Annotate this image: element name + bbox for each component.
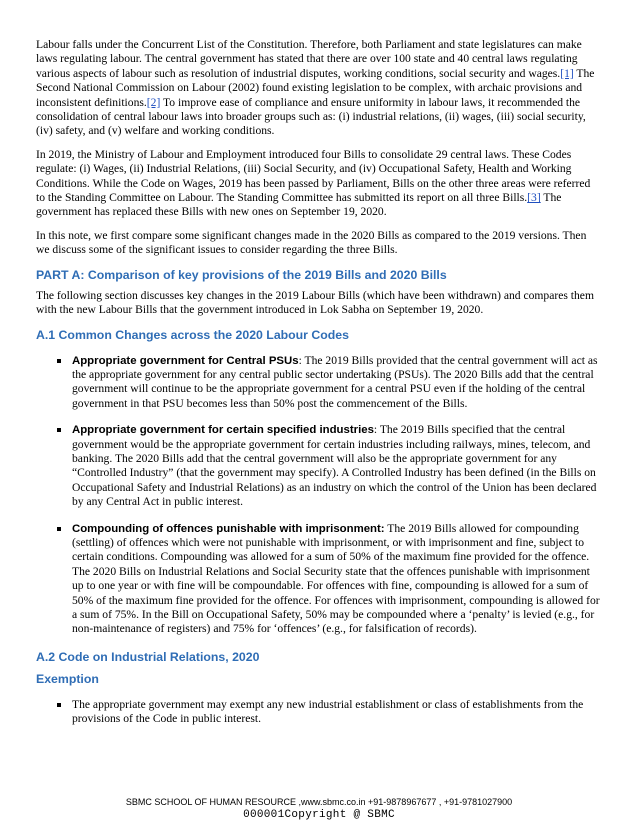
intro-text-2: The Second National Commission on Labour (2002) found existing legislation to be complex, with archaic provisions and inconsistent definitions.	[36, 66, 595, 109]
part-a-heading: PART A: Comparison of key provisions of the 2019 Bills and 2020 Bills	[36, 267, 447, 282]
square-bullet-icon	[57, 703, 61, 707]
square-bullet-icon	[57, 359, 61, 363]
note-paragraph: In this note, we first compare some significant changes made in the 2020 Bills as compared to the 2019 versions. Then we discuss some of the significant issues to consider regarding the three Bills.	[36, 228, 587, 257]
bullet-text: : The 2019 Bills provided that the central government will act as the appropriate government for any central public sector undertaking (PSUs). The 2020 Bills add that the central government will continue to be the appropriate government for a central PSU even if the holding of the central government in that PSU becomes less than 50% post the commencement of the Bills.	[72, 353, 598, 410]
list-item	[36, 354, 602, 412]
a2-bullet-list	[36, 698, 602, 727]
section-intro-paragraph: The following section discusses key changes in the 2019 Labour Bills (which have been withdrawn) and compares them with the new Labour Bills that the government introduced in Lok Sabha on September 19, 2020.	[36, 288, 594, 317]
bullet-title: Compounding of offences punishable with imprisonment:	[72, 522, 385, 535]
bills-text-1: In 2019, the Ministry of Labour and Employment introduced four Bills to consolidate 29 central laws. These Codes regulate: (i) Wages, (ii) Industrial Relations, (iii) Social Security, and (iv) Occupational Safety, Health and Working Conditions. While the Code on Wages, 2019 has been passed by Parliament, Bills on the other three areas were referred to the Standing Committee on Labour. The Standing Committee has submitted its report on all three Bills.	[36, 147, 591, 205]
footnote-link-2[interactable]: [2]	[146, 95, 161, 109]
footnote-link-3[interactable]: [3]	[527, 191, 541, 205]
a2-heading: A.2 Code on Industrial Relations, 2020	[36, 649, 260, 664]
list-item	[36, 698, 602, 727]
bullet-text: The 2019 Bills allowed for compounding (settling) of offences which were not punishable with imprisonment, or with imprisonment and fine, subject to certain conditions. Compounding was allowed for a sum of 50% of the maximum fine provided for the offence. The 2020 Bills on Industrial Relations and Social Security state that the offences punishable with imprisonment up to one year or with fine will be compoundable. For offences with fine, compounding is allowed for a sum of 50% of the maximum fine provided for the offence. For offences with imprisonment, compounding is allowed for a sum of 75%. In the Bill on Occupational Safety, 50% may be compounded where a ‘penalty’ is levied (e.g., for non-maintenance of registers) and 75% for ‘offences’ (e.g., for falsification of records).	[72, 521, 600, 636]
bills-text-2: The government has replaced these Bills with new ones on September 19, 2020.	[36, 191, 562, 219]
page-footer: SBMC SCHOOL OF HUMAN RESOURCE ,www.sbmc.co.in +91-9878967677 , +91-9781027900	[125, 797, 513, 807]
bills-paragraph	[36, 148, 602, 220]
square-bullet-icon	[57, 428, 61, 432]
intro-text-1: Labour falls under the Concurrent List of the Constitution. Therefore, both Parliament and state legislatures can make laws regulating labour. The central government has stated that there are over 100 state and 40 central laws regulating various aspects of labour such as resolution of industrial disputes, working conditions, social security and wages.	[36, 38, 582, 80]
list-item	[36, 522, 602, 637]
a1-heading: A.1 Common Changes across the 2020 Labour Codes	[36, 327, 349, 342]
intro-text-3: To improve ease of compliance and ensure uniformity in labour laws, it recommended the consolidation of central labour laws into broader groups such as: (i) industrial relations, (ii) wages, (iii) social security, (iv) safety, and (v) welfare and working conditions.	[36, 95, 586, 138]
bullet-title: Appropriate government for certain specified industries	[72, 424, 374, 437]
a1-bullet-list	[36, 354, 602, 637]
exemption-heading: Exemption	[36, 671, 99, 686]
intro-paragraph	[36, 38, 602, 139]
footnote-link-1[interactable]: [1]	[560, 66, 574, 80]
bullet-text: The appropriate government may exempt any new industrial establishment or class of establishments from the provisions of the Code in public interest.	[72, 697, 584, 726]
square-bullet-icon	[57, 527, 61, 531]
list-item	[36, 423, 602, 509]
bullet-text: : The 2019 Bills specified that the central government would be the appropriate government for certain industries including railways, mines, telecom, and banking. The 2020 Bills add that the central government will also be the appropriate government for any “Controlled Industry” (that the government may specify). A Controlled Industry has been defined (in the Bills on Occupational Safety and Industrial Relations) as an industry on which the control of the Union has been declared by any Central Act in public interest.	[72, 423, 597, 509]
bullet-title: Appropriate government for Central PSUs	[72, 354, 299, 367]
document-page	[36, 38, 602, 739]
copyright-notice: 000001Copyright @ SBMC	[243, 809, 395, 821]
